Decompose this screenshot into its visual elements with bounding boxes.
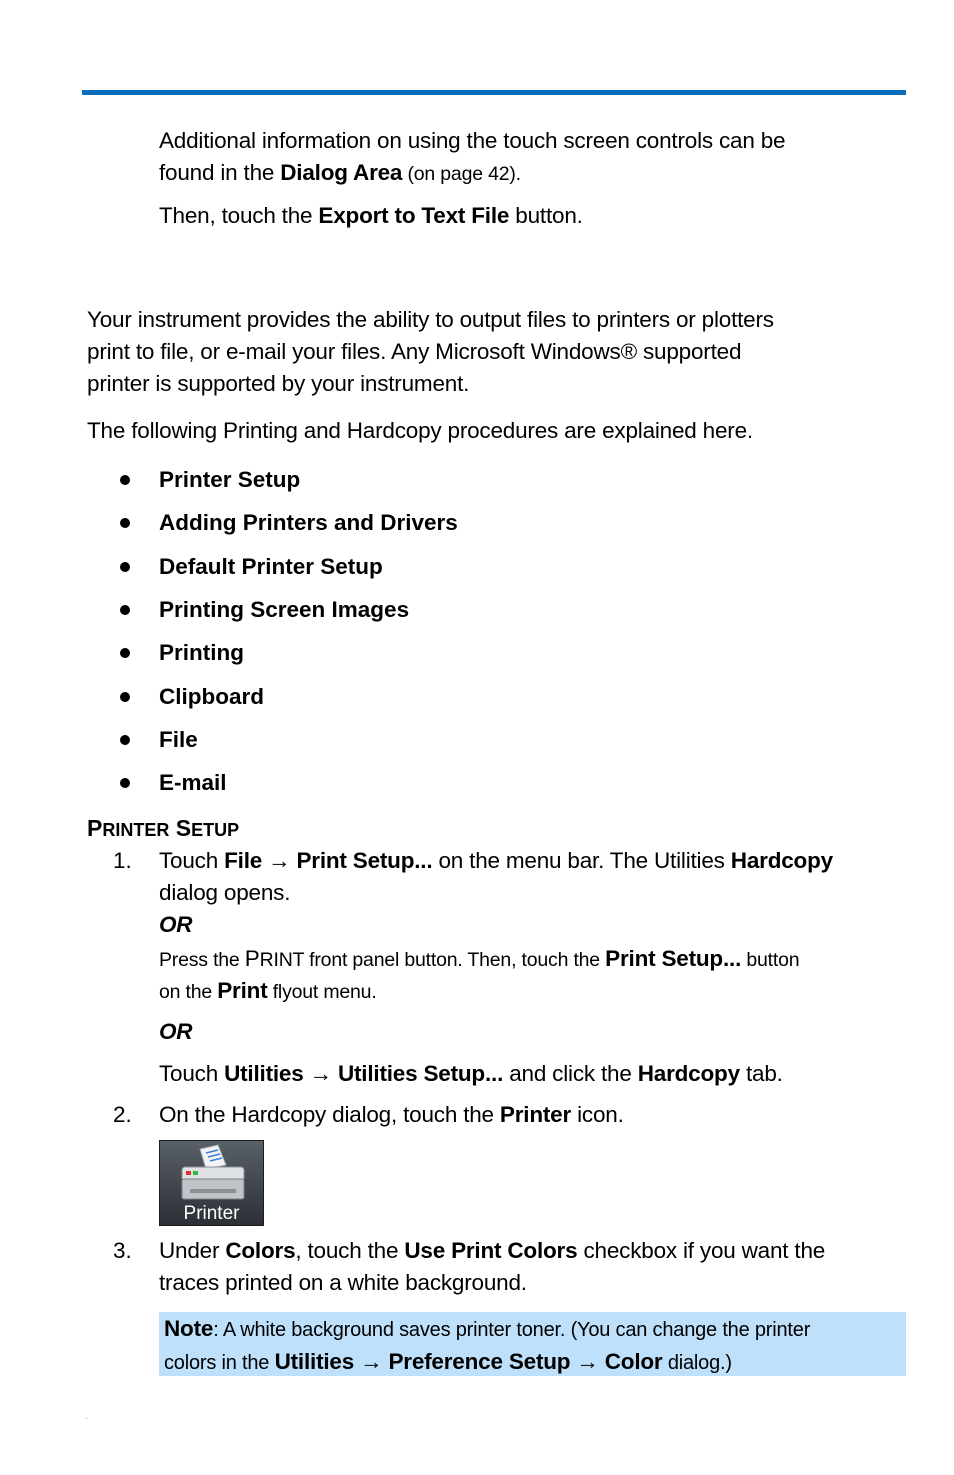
note-text: colors in the (164, 1352, 275, 1374)
bullet-icon (120, 518, 130, 528)
header-rule (82, 90, 906, 95)
print-term: Print (217, 978, 268, 1003)
note-label: Note (164, 1316, 214, 1341)
heading-smallcaps: RINTER (102, 820, 170, 840)
list-item[interactable]: E-mail (159, 770, 227, 795)
intro-text: Then, touch the (159, 203, 319, 228)
step-text: Touch (159, 848, 225, 873)
list-item[interactable]: Printing (159, 640, 244, 665)
list-item[interactable]: Clipboard (159, 684, 264, 709)
note-text: : A white background saves printer toner. (You can change the printer (213, 1319, 811, 1341)
step-text: and click the (503, 1061, 638, 1086)
step-text: Under (159, 1238, 226, 1263)
step-number: 3. (113, 1238, 132, 1263)
section-text: print to file, or e-mail your files. Any Microsoft Windows® supported (87, 339, 742, 364)
bullet-icon (120, 562, 130, 572)
intro-paragraph-line-1 (159, 125, 785, 157)
step-text: on the menu bar. The Utilities (432, 848, 731, 873)
step-1-line-1 (159, 845, 833, 877)
intro-paragraph-2 (159, 200, 583, 232)
section-text: printer is supported by your instrument. (87, 371, 470, 396)
print-setup-term: Print Setup... (605, 946, 742, 971)
note-text: dialog.) (662, 1352, 732, 1374)
bullet-icon (120, 605, 130, 615)
step-text: , touch the (295, 1238, 405, 1263)
list-item[interactable]: Default Printer Setup (159, 554, 383, 579)
step-2-line (159, 1099, 624, 1131)
heading-cap: P (87, 815, 103, 841)
bullet-icon (120, 648, 130, 658)
printer-button[interactable] (159, 1140, 264, 1226)
or-label: OR (159, 912, 193, 937)
hardcopy-term: Hardcopy (637, 1061, 740, 1086)
step-text: on the (159, 981, 218, 1003)
step-text: flyout menu. (267, 981, 377, 1003)
bullet-icon (120, 475, 130, 485)
print-key-cap: P (244, 946, 260, 971)
section-paragraph-line-2 (87, 336, 741, 368)
note-line-1 (164, 1313, 901, 1346)
printer-setup-heading (87, 812, 239, 846)
step-text: checkbox if you want the (577, 1238, 826, 1263)
step-3-line-1 (159, 1235, 825, 1267)
step-1-alt-line-2 (159, 975, 377, 1008)
section-text: Your instrument provides the ability to output files to printers or plotters (87, 307, 774, 332)
printer-button-label: Printer (183, 1203, 240, 1224)
step-1-line-2: dialog opens. (159, 880, 291, 905)
list-item[interactable]: Adding Printers and Drivers (159, 510, 458, 535)
intro-text: button. (509, 203, 583, 228)
heading-smallcaps: ETUP (191, 820, 240, 840)
note-box (159, 1312, 906, 1376)
bullet-icon (120, 692, 130, 702)
section-paragraph-2 (87, 415, 753, 447)
step-text: tab. (739, 1061, 783, 1086)
step-text: front panel button. Then, touch the (303, 949, 606, 971)
section-paragraph-line-3 (87, 368, 469, 400)
page-reference: (on page 42). (402, 163, 521, 185)
export-to-text-file-term: Export to Text File (318, 203, 510, 228)
menu-path-utilities-setup: Utilities → Utilities Setup... (224, 1061, 504, 1086)
intro-text: Additional information on using the touch screen controls can be (159, 128, 786, 153)
step-text: On the Hardcopy dialog, touch the (159, 1102, 500, 1127)
step-text: Touch (159, 1061, 225, 1086)
heading-cap: S (175, 815, 192, 841)
printer-icon (160, 1141, 265, 1205)
step-1-alt-line-1 (159, 943, 799, 976)
step-number: 2. (113, 1102, 132, 1127)
colors-term: Colors (225, 1238, 296, 1263)
menu-path-preference-color: Utilities → Preference Setup → Color (274, 1349, 663, 1374)
list-item[interactable]: File (159, 727, 198, 752)
step-1-alt-line-3 (159, 1058, 783, 1090)
menu-path-file-print-setup: File → Print Setup... (224, 848, 433, 873)
bullet-icon (120, 778, 130, 788)
intro-text: found in the (159, 160, 281, 185)
dialog-area-link[interactable]: Dialog Area (280, 160, 403, 185)
section-text: The following Printing and Hardcopy procedures are explained here. (87, 418, 753, 443)
list-item[interactable]: Printing Screen Images (159, 597, 410, 622)
step-text: button (741, 949, 800, 971)
print-key-smallcaps: RINT (259, 949, 304, 971)
step-number: 1. (113, 848, 132, 873)
bullet-icon (120, 735, 130, 745)
intro-paragraph-line-2 (159, 157, 521, 190)
list-item[interactable]: Printer Setup (159, 467, 301, 492)
hardcopy-term: Hardcopy (730, 848, 833, 873)
section-paragraph-line-1 (87, 304, 774, 336)
note-line-2 (164, 1346, 901, 1379)
printer-term: Printer (499, 1102, 572, 1127)
step-3-line-2: traces printed on a white background. (159, 1270, 527, 1295)
step-text: Press the (159, 949, 245, 971)
step-text: icon. (571, 1102, 624, 1127)
or-label: OR (159, 1019, 193, 1044)
footer-mark (86, 1418, 87, 1419)
use-print-colors-term: Use Print Colors (404, 1238, 578, 1263)
